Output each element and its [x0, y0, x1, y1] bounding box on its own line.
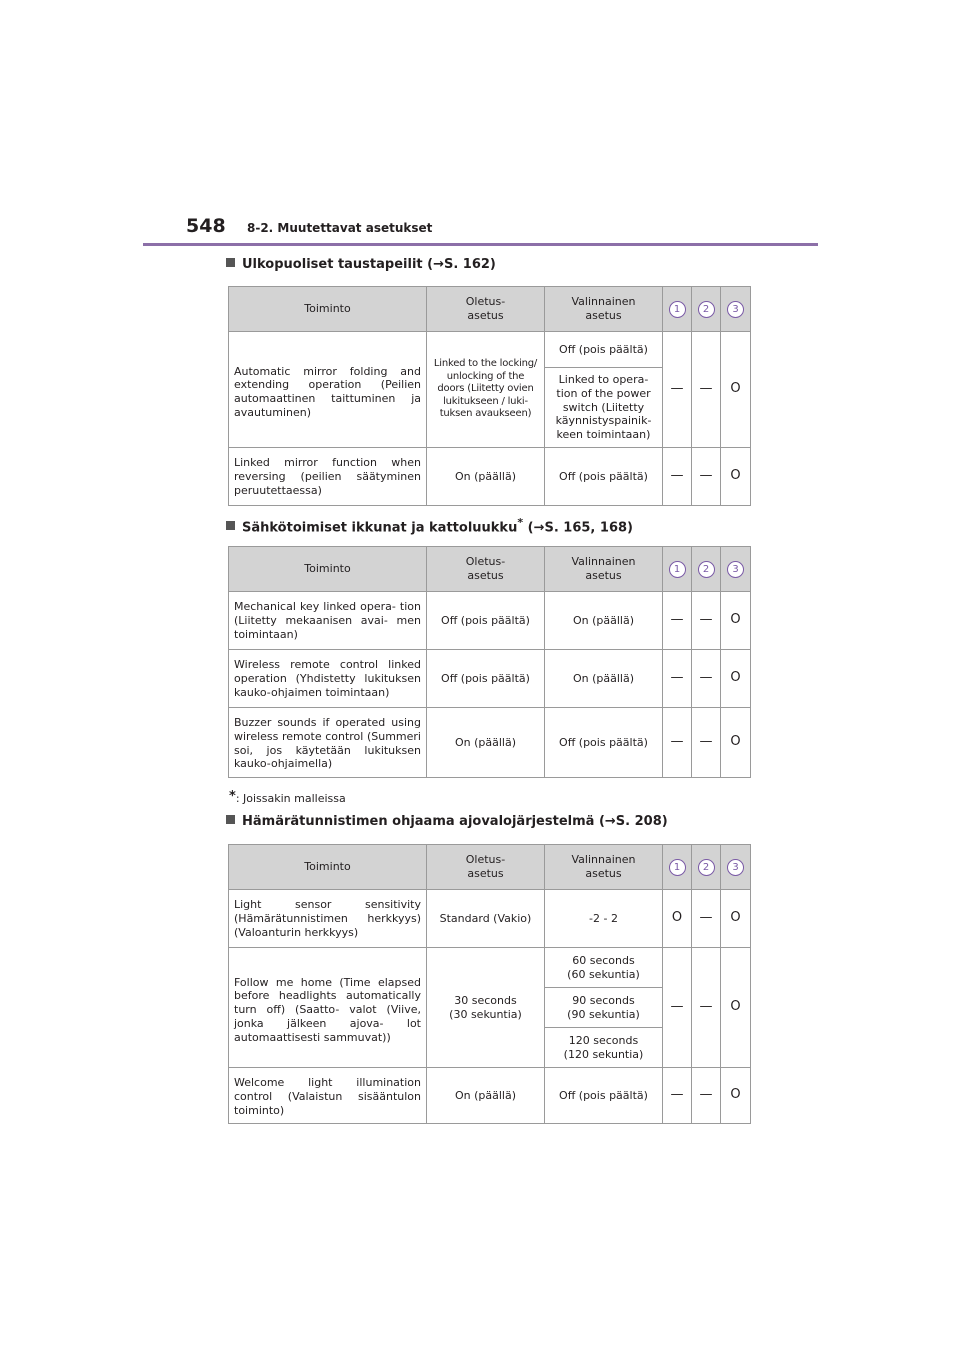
- c2-cell: —: [692, 948, 721, 1068]
- col-1: [663, 547, 692, 592]
- default-cell: Off (pois päältä): [427, 650, 545, 708]
- default-cell: 30 seconds (30 sekuntia): [427, 948, 545, 1068]
- mirrors-table: [228, 286, 751, 506]
- c2-cell: —: [692, 332, 721, 448]
- option-cell: Off (pois päältä): [545, 448, 663, 506]
- table-row: [229, 708, 751, 778]
- heading-text: Sähkötoimiset ikkunat ja kattoluukku: [242, 520, 518, 536]
- col-1: [663, 845, 692, 890]
- c3-cell: O: [721, 332, 751, 448]
- number-2-icon: 2: [698, 859, 715, 876]
- option-cell: Off (pois päältä): [545, 1068, 663, 1124]
- heading-ref: (→S. 165, 168): [523, 520, 633, 536]
- col-2: [692, 845, 721, 890]
- col-3: [721, 287, 751, 332]
- c3-cell: O: [721, 708, 751, 778]
- table-header-row: [229, 845, 751, 890]
- function-cell: Mechanical key linked opera- tion (Liitetty mekaanisen avai- men toimintaan): [229, 592, 427, 650]
- col-default: Oletus- asetus: [427, 287, 545, 332]
- table-row: [229, 948, 751, 988]
- c3-cell: O: [721, 1068, 751, 1124]
- number-3-icon: 3: [727, 301, 744, 318]
- heading-outside-mirrors: [226, 257, 496, 272]
- c3-cell: O: [721, 948, 751, 1068]
- c1-cell: O: [663, 890, 692, 948]
- chapter-title: 8-2. Muutettavat asetukset: [247, 221, 433, 235]
- col-function: Toiminto: [229, 287, 427, 332]
- heading-text: Hämärätunnistimen ohjaama ajovalojärjestelmä (→S. 208): [242, 814, 668, 829]
- heading-power-windows: [226, 516, 633, 535]
- table-row: [229, 1068, 751, 1124]
- bullet-square-icon: [226, 258, 235, 267]
- table-row: [229, 592, 751, 650]
- c3-cell: O: [721, 650, 751, 708]
- col-optional: Valinnainen asetus: [545, 845, 663, 890]
- c2-cell: —: [692, 708, 721, 778]
- number-3-icon: 3: [727, 859, 744, 876]
- col-2: [692, 287, 721, 332]
- c3-cell: O: [721, 592, 751, 650]
- table-header-row: [229, 547, 751, 592]
- default-cell: Standard (Vakio): [427, 890, 545, 948]
- page-number: 548: [186, 215, 226, 237]
- number-1-icon: 1: [669, 859, 686, 876]
- c1-cell: —: [663, 708, 692, 778]
- default-cell: Linked to the locking/ unlocking of the doors (Liitetty ovien lukitukseen / luki- tuksen avaukseen): [427, 332, 545, 448]
- c2-cell: —: [692, 650, 721, 708]
- c1-cell: —: [663, 948, 692, 1068]
- footnote-text: : Joissakin malleissa: [235, 792, 346, 805]
- windows-table: [228, 546, 751, 778]
- c1-cell: —: [663, 1068, 692, 1124]
- col-default: Oletus- asetus: [427, 845, 545, 890]
- c2-cell: —: [692, 1068, 721, 1124]
- c2-cell: —: [692, 890, 721, 948]
- table-row: [229, 332, 751, 368]
- option-cell: 90 seconds (90 sekuntia): [545, 988, 663, 1028]
- function-cell: Linked mirror function when reversing (peilien säätyminen peruutettaessa): [229, 448, 427, 506]
- col-2: [692, 547, 721, 592]
- default-cell: On (päällä): [427, 448, 545, 506]
- c3-cell: O: [721, 448, 751, 506]
- default-cell: On (päällä): [427, 1068, 545, 1124]
- c1-cell: —: [663, 650, 692, 708]
- number-3-icon: 3: [727, 561, 744, 578]
- heading-light-sensor: [226, 814, 668, 829]
- option-cell: 60 seconds (60 sekuntia): [545, 948, 663, 988]
- table-row: [229, 890, 751, 948]
- col-default: Oletus- asetus: [427, 547, 545, 592]
- option-cell: On (päällä): [545, 650, 663, 708]
- option-cell: Off (pois päältä): [545, 708, 663, 778]
- c1-cell: —: [663, 332, 692, 448]
- footnote: [229, 789, 346, 805]
- table-row: [229, 448, 751, 506]
- col-3: [721, 845, 751, 890]
- header-rule: [143, 243, 818, 246]
- option-cell: Linked to opera- tion of the power switch (Liitetty käynnistyspainik- keen toimintaan): [545, 368, 663, 448]
- number-2-icon: 2: [698, 301, 715, 318]
- col-function: Toiminto: [229, 547, 427, 592]
- c3-cell: O: [721, 890, 751, 948]
- function-cell: Welcome light illumination control (Valaistun sisääntulon toiminto): [229, 1068, 427, 1124]
- table-header-row: [229, 287, 751, 332]
- function-cell: Wireless remote control linked operation (Yhdistetty lukituksen kauko-ohjaimen toimintaan): [229, 650, 427, 708]
- bullet-square-icon: [226, 521, 235, 530]
- number-2-icon: 2: [698, 561, 715, 578]
- c2-cell: —: [692, 592, 721, 650]
- col-function: Toiminto: [229, 845, 427, 890]
- function-cell: Light sensor sensitivity (Hämärätunnistimen herkkyys) (Valoanturin herkkyys): [229, 890, 427, 948]
- number-1-icon: 1: [669, 301, 686, 318]
- c1-cell: —: [663, 448, 692, 506]
- col-optional: Valinnainen asetus: [545, 547, 663, 592]
- option-cell: -2 - 2: [545, 890, 663, 948]
- col-1: [663, 287, 692, 332]
- option-cell: 120 seconds (120 sekuntia): [545, 1028, 663, 1068]
- light-sensor-table: [228, 844, 751, 1124]
- option-cell: Off (pois päältä): [545, 332, 663, 368]
- function-cell: Buzzer sounds if operated using wireless remote control (Summeri soi, jos käytetään lukituksen kauko-ohjaimella): [229, 708, 427, 778]
- function-cell: Follow me home (Time elapsed before headlights automatically turn off) (Saatto- valot (Viive, jonka jälkeen ajova- lot automaattisesti sammuvat)): [229, 948, 427, 1068]
- table-row: [229, 650, 751, 708]
- default-cell: On (päällä): [427, 708, 545, 778]
- footnote-star: *: [517, 516, 524, 529]
- bullet-square-icon: [226, 815, 235, 824]
- col-optional: Valinnainen asetus: [545, 287, 663, 332]
- default-cell: Off (pois päältä): [427, 592, 545, 650]
- c1-cell: —: [663, 592, 692, 650]
- option-cell: On (päällä): [545, 592, 663, 650]
- heading-text: Ulkopuoliset taustapeilit (→S. 162): [242, 257, 496, 272]
- function-cell: Automatic mirror folding and extending operation (Peilien automaattinen taittuminen ja avautuminen): [229, 332, 427, 448]
- footnote-star: *: [229, 789, 236, 804]
- number-1-icon: 1: [669, 561, 686, 578]
- c2-cell: —: [692, 448, 721, 506]
- col-3: [721, 547, 751, 592]
